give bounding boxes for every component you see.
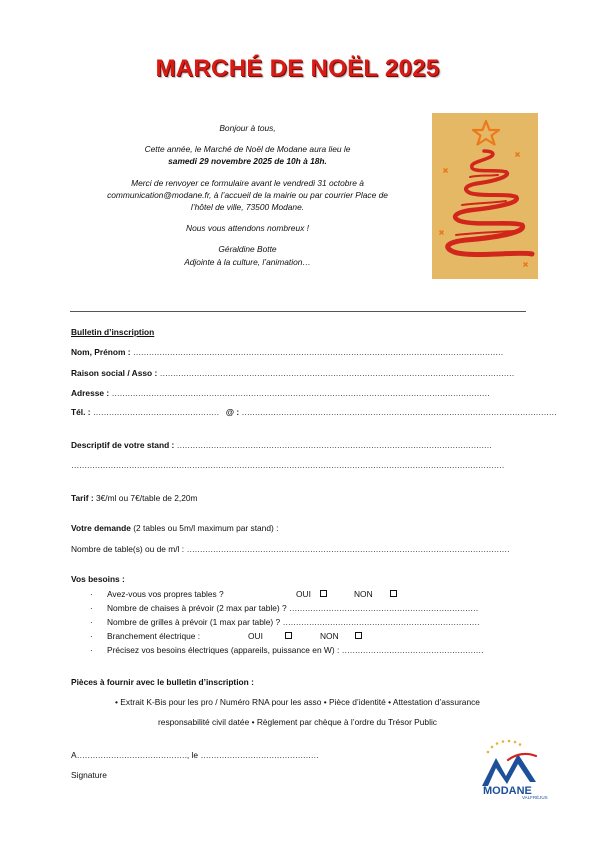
christmas-tree-icon [432,113,538,279]
greeting: Bonjour à tous, [219,123,276,133]
form-heading: Bulletin d’inscription [71,327,155,337]
chaises-row [107,603,478,613]
modane-logo-icon [478,738,560,800]
chaises-question: Nombre de chaises à prévoir (2 max par table) ? [107,603,287,613]
precisez-question: Précisez vos besoins électriques (appareils, puissance en W) : [107,645,340,655]
descriptif-field-2[interactable]: ………………………………………………………………………………………………………………………………………………… [71,460,505,470]
lieu-date-row [71,750,318,760]
grilles-row [107,617,479,627]
email-field[interactable]: ………………………………………………………………………………………………………… [241,407,557,417]
besoins-label: Vos besoins : [71,574,125,584]
date-field[interactable]: ……………………………………… [200,750,319,760]
signer-role: Adjointe à la culture, l’animation… [184,256,311,267]
bullet: · [90,632,93,641]
tel-field[interactable]: ………………………………………… [92,407,219,417]
signer-name: Géraldine Botte [218,244,277,255]
pieces-line-2: responsabilité civil datée • Règlement par chèque à l’ordre du Trésor Public [158,717,437,727]
branchement-non-checkbox[interactable] [355,632,362,639]
intro-text [70,122,425,268]
christmas-tree-illustration [432,113,538,279]
nom-field[interactable]: …………………………………………………………………………………………………………………………… [132,347,504,357]
intro-line: Nous vous attendons nombreux ! [186,223,309,234]
tables-question: Avez-vous vos propres tables ? [107,589,224,599]
grilles-question: Nombre de grilles à prévoir (1 max par table) ? [107,617,281,627]
tarif-row [71,493,197,503]
intro-line: l’hôtel de ville, 73500 Modane. [190,202,305,213]
logo-name: MODANE [483,785,532,797]
separator-line [70,311,526,312]
branchement-question: Branchement électrique : [107,631,201,641]
tables-non-label: NON [354,589,373,599]
descriptif-label: Descriptif de votre stand : [71,440,175,450]
chaises-field[interactable]: ……………………………………………………………… [289,603,479,613]
nombre-field[interactable]: …………………………………………………………………………………………………………… [186,544,510,554]
intro-line: Merci de renvoyer ce formulaire avant le vendredi 31 octobre à [131,177,364,188]
tarif-value: 3€/ml ou 7€/table de 2,20m [95,493,198,503]
descriptif-row-2 [71,460,504,470]
branchement-oui-label: OUI [248,631,263,641]
le-label: , le [186,750,199,760]
page-title: MARCHÉ DE NOËL 2025 [155,55,440,82]
tel-label: Tél. : [71,407,91,417]
event-date: samedi 29 novembre 2025 de 10h à 18h. [168,156,327,167]
demande-note: (2 tables ou 5m/l maximum par stand) : [133,523,279,533]
signature-label: Signature [71,770,107,780]
bullet: · [90,604,93,613]
raison-label: Raison social / Asso : [71,368,158,378]
swoosh-icon [508,754,536,760]
nom-row [71,347,503,357]
email-label: @ : [225,407,240,417]
modane-logo [478,738,560,800]
descriptif-field[interactable]: ………………………………………………………………………………………………………… [176,440,492,450]
lieu-field[interactable]: …………………………………… [76,750,187,760]
pieces-line-1: • Extrait K-Bis pour les pro / Numéro RNA pour les asso • Pièce d’identité • Attestation d’assurance [115,697,480,707]
grilles-field[interactable]: ………………………………………………………………… [282,617,480,627]
bullet: · [90,618,93,627]
star-icon [473,121,499,145]
descriptif-row [71,440,492,450]
intro-line: Cette année, le Marché de Noël de Modane aura lieu le [144,144,351,155]
nombre-row [71,544,509,554]
tables-oui-label: OUI [296,589,311,599]
nom-label: Nom, Prénom : [71,347,131,357]
tel-row [71,407,556,417]
tables-non-checkbox[interactable] [390,590,397,597]
tables-oui-checkbox[interactable] [320,590,327,597]
branchement-non-label: NON [320,631,339,641]
tarif-label: Tarif : [71,493,94,503]
intro-line: communication@modane.fr, à l’accueil de la mairie ou par courrier Place de [107,189,388,200]
demande-row [71,523,278,533]
adresse-row [71,388,490,398]
raison-field[interactable]: ……………………………………………………………………………………………………………………… [159,368,514,378]
demande-label: Votre demande [71,523,131,533]
bullet: · [90,646,93,655]
branchement-oui-checkbox[interactable] [285,632,292,639]
precisez-field[interactable]: ……………………………………………… [341,645,484,655]
stars-arc-icon [487,740,522,754]
a-label: A [71,750,77,760]
nombre-label: Nombre de table(s) ou de m/l : [71,544,185,554]
raison-row [71,368,514,378]
pieces-label: Pièces à fournir avec le bulletin d’inscription : [71,677,254,687]
precisez-row [107,645,483,655]
bullet: · [90,590,93,599]
logo-sub: VALFRÉJUS [522,795,548,800]
tree-swirl [448,151,532,255]
adresse-field[interactable]: ……………………………………………………………………………………………………………………………… [111,388,490,398]
adresse-label: Adresse : [71,388,110,398]
